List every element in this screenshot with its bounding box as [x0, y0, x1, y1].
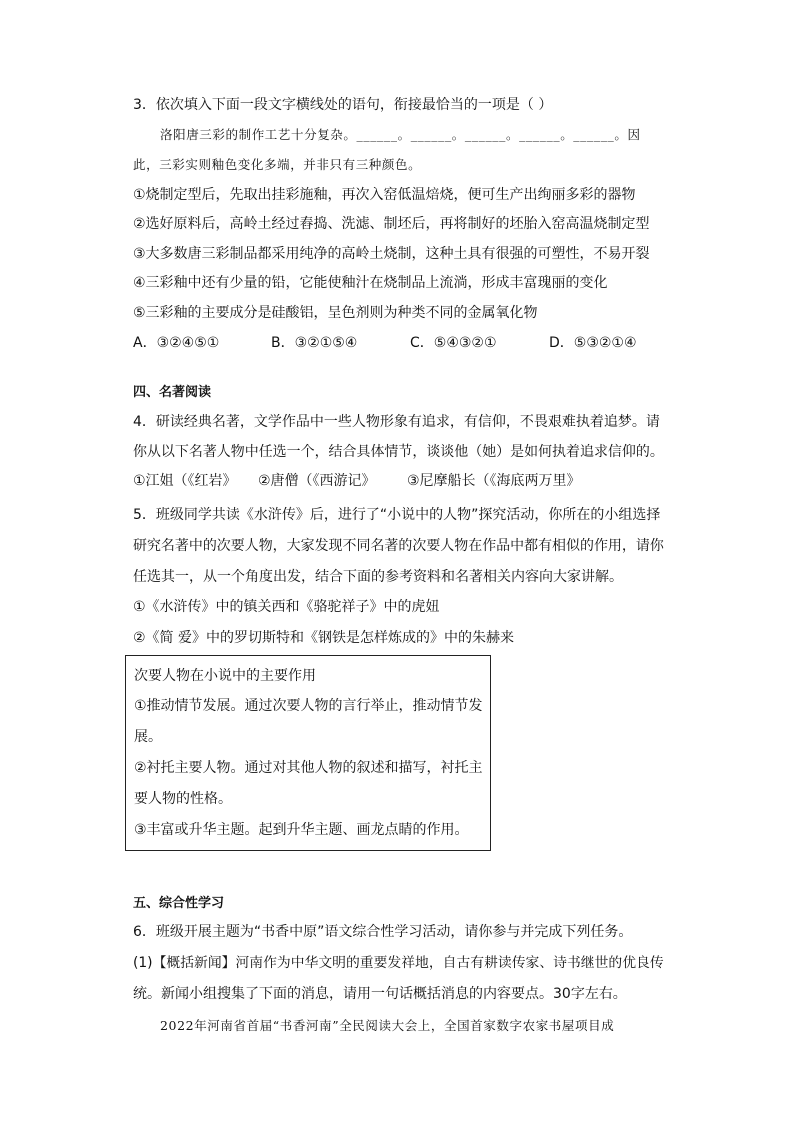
q5-option-2: ②《简 爱》中的罗切斯特和《钢铁是怎样炼成的》中的朱赫来	[133, 630, 514, 646]
q4-line-2: 你从以下名著人物中任选一个，结合具体情节，谈谈他（她）是如何执着追求信仰的。	[133, 444, 664, 460]
q3-choice-c[interactable]: C．⑤④③②①	[410, 335, 497, 351]
q3-choice-d[interactable]: D．⑤③②①④	[549, 335, 637, 351]
news-line-1: 2022年河南省首届“书香河南”全民阅读大会上，全国首家数字农家书屋项目成	[160, 1018, 615, 1033]
q3-sentence-4: ④三彩釉中还有少量的铅，它能使釉汁在烧制品上流淌，形成丰富瑰丽的变化	[133, 275, 608, 291]
q5-line-2: 研究名著中的次要人物，大家发现不同名著的次要人物在作品中都有相似的作用，请你	[133, 538, 664, 554]
q5-line-3: 任选其一，从一个角度出发，结合下面的参考资料和名著相关内容向大家讲解。	[133, 569, 623, 585]
q6-task1-line-1: (1)【概括新闻】河南作为中华文明的重要发祥地，自古有耕读传家、诗书继世的优良传	[133, 955, 664, 971]
q3-sentence-1: ①烧制定型后，先取出挂彩施釉，再次入窑低温焙烧，便可生产出绚丽多彩的器物	[133, 187, 636, 203]
q3-stem: 3．依次填入下面一段文字横线处的语句，衔接最恰当的一项是（ ）	[133, 97, 553, 113]
q4-option-2: ②唐僧（《西游记》	[258, 473, 376, 489]
q4-line-1: 4．研读经典名著，文学作品中一些人物形象有追求，有信仰，不畏艰难执着追梦。请	[133, 414, 660, 430]
reference-box	[125, 655, 491, 851]
section-4-title: 四、名著阅读	[133, 385, 212, 400]
q6-task1-line-2: 统。新闻小组搜集了下面的消息，请用一句话概括消息的内容要点。30字左右。	[133, 986, 627, 1002]
reference-line-2: 展。	[134, 729, 162, 745]
q4-option-3: ③尼摩船长（《海底两万里》	[407, 473, 581, 489]
q5-option-1: ①《水浒传》中的镇关西和《骆驼祥子》中的虎妞	[133, 599, 440, 615]
section-5-title: 五、综合性学习	[133, 896, 225, 911]
q4-option-1: ①江姐（《红岩》	[133, 473, 237, 489]
reference-box-title: 次要人物在小说中的主要作用	[134, 668, 316, 684]
q6-stem: 6．班级开展主题为“书香中原”语文综合性学习活动，请你参与并完成下列任务。	[133, 924, 633, 940]
q3-sentence-3: ③大多数唐三彩制品都采用纯净的高岭土烧制，这种土具有很强的可塑性，不易开裂	[133, 246, 650, 262]
q3-choice-b[interactable]: B．③②①⑤④	[271, 335, 358, 351]
q3-sentence-5: ⑤三彩釉的主要成分是硅酸铝，呈色剂则为种类不同的金属氧化物	[133, 305, 538, 321]
reference-line-1: ①推动情节发展。通过次要人物的言行举止，推动情节发	[134, 698, 483, 714]
q3-passage-line-2: 此，三彩实则釉色变化多端，并非只有三种颜色。	[133, 157, 422, 172]
reference-line-5: ③丰富或升华主题。起到升华主题、画龙点睛的作用。	[134, 822, 469, 838]
q3-passage-line-1: 洛阳唐三彩的制作工艺十分复杂。______。______。______。______。______。因	[160, 127, 641, 142]
q5-line-1: 5．班级同学共读《水浒传》后，进行了“小说中的人物”探究活动，你所在的小组选择	[133, 507, 661, 523]
q3-sentence-2: ②选好原料后，高岭土经过舂捣、洗滤、制坯后，再将制好的坯胎入窑高温烧制定型	[133, 216, 650, 232]
q3-choice-a[interactable]: A．③②④⑤①	[133, 335, 220, 351]
reference-line-4: 要人物的性格。	[134, 791, 232, 807]
reference-line-3: ②衬托主要人物。通过对其他人物的叙述和描写，衬托主	[134, 760, 483, 776]
